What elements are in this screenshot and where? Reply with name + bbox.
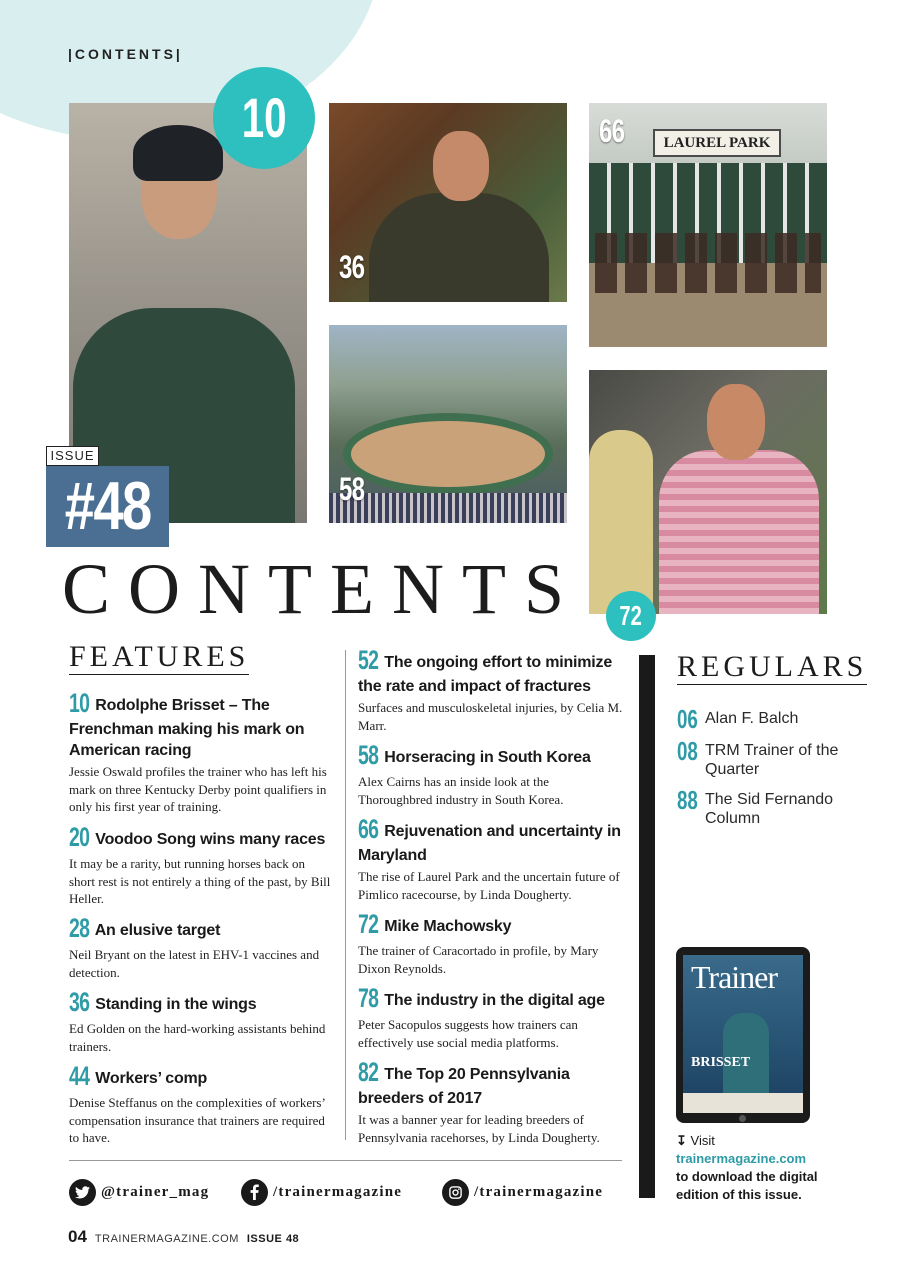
feature-item[interactable]: 20 Voodoo Song wins many races It may be a rarity, but running horses back on short rest is not entirely a thing of the past, by Bill Heller. xyxy=(69,822,331,906)
feature-item[interactable]: 78 The industry in the digital age Peter Sacopulos suggests how trainers can effectively use social media platforms. xyxy=(358,983,605,1050)
laurel-park-sign: LAUREL PARK xyxy=(653,129,781,157)
twitter-link[interactable]: @trainer_mag xyxy=(69,1178,209,1206)
page-number-badge: 10 xyxy=(213,67,315,169)
twitter-icon xyxy=(69,1179,96,1206)
download-arrow-icon: ↧ xyxy=(676,1133,687,1148)
feature-item[interactable]: 82 The Top 20 Pennsylvania breeders of 2017 It was a banner year for leading breeders of Pennsylvania racehorses, by Linda Dougherty. xyxy=(358,1057,600,1145)
page-number-label: 66 xyxy=(599,113,625,149)
feature-item[interactable]: 10 Rodolphe Brisset – The Frenchman making his mark on American racing Jessie Oswald profiles the trainer who has left his mark on three Kentucky Derby point qualifiers in only his first year of training. xyxy=(69,688,327,814)
regular-item[interactable]: 88 The Sid Fernando Column xyxy=(677,785,834,827)
issue-number: #48 xyxy=(46,466,169,547)
footer-site: TRAINERMAGAZINE.COM xyxy=(94,1233,239,1245)
photo-laurel-park xyxy=(589,103,827,347)
feature-item[interactable]: 44 Workers’ comp Denise Steffanus on the complexities of workers’ compensation insurance that trainers are required to have. xyxy=(69,1061,325,1145)
social-divider xyxy=(69,1160,622,1161)
footer-issue: ISSUE 48 xyxy=(246,1233,300,1245)
digital-edition-tablet[interactable] xyxy=(676,947,810,1123)
section-tag: |CONTENTS| xyxy=(68,46,183,62)
website-link[interactable]: trainermagazine.com xyxy=(676,1151,807,1166)
issue-label: ISSUE xyxy=(46,446,99,466)
regular-item[interactable]: 06 Alan F. Balch xyxy=(677,704,799,734)
regulars-heading: REGULARS xyxy=(677,650,868,683)
facebook-icon xyxy=(241,1179,268,1206)
instagram-icon xyxy=(442,1179,469,1206)
photo-mike-machowsky xyxy=(589,370,827,614)
page-number-badge: 72 xyxy=(606,591,656,641)
features-heading: FEATURES xyxy=(69,640,250,673)
home-button-icon xyxy=(739,1115,746,1122)
page-footer xyxy=(68,1227,299,1247)
photo-standing-in-the-wings xyxy=(329,103,567,302)
instagram-link[interactable]: /trainermagazine xyxy=(442,1178,603,1206)
facebook-link[interactable]: /trainermagazine xyxy=(241,1178,402,1206)
feature-item[interactable]: 66 Rejuvenation and uncertainty in Maryland The rise of Laurel Park and the uncertain future of Pimlico racecourse, by Linda Dougherty. xyxy=(358,814,621,902)
magazine-cover: Trainer BRISSET xyxy=(683,955,803,1113)
download-promo: ↧ Visit trainermagazine.com to download the digital edition of this issue. xyxy=(676,1132,826,1204)
page-title: CONTENTS xyxy=(62,549,582,629)
photo-south-korea-racecourse xyxy=(329,325,567,523)
feature-item[interactable]: 72 Mike Machowsky The trainer of Caracortado in profile, by Mary Dixon Reynolds. xyxy=(358,909,599,976)
page-number-label: 36 xyxy=(339,249,365,285)
feature-item[interactable]: 28 An elusive target Neil Bryant on the latest in EHV-1 vaccines and detection. xyxy=(69,913,320,980)
regular-item[interactable]: 08 TRM Trainer of the Quarter xyxy=(677,736,839,778)
page-number: 04 xyxy=(68,1227,87,1246)
feature-item[interactable]: 52 The ongoing effort to minimize the rate and impact of fractures Surfaces and musculoskeletal injuries, by Celia M. Marr. xyxy=(358,645,623,733)
column-divider xyxy=(345,650,346,1140)
page-number-label: 58 xyxy=(339,471,365,507)
feature-item[interactable]: 58 Horseracing in South Korea Alex Cairns has an inside look at the Thoroughbred industry in South Korea. xyxy=(358,740,591,807)
sidebar-accent-bar xyxy=(639,655,655,1198)
feature-item[interactable]: 36 Standing in the wings Ed Golden on the hard-working assistants behind trainers. xyxy=(69,987,326,1054)
